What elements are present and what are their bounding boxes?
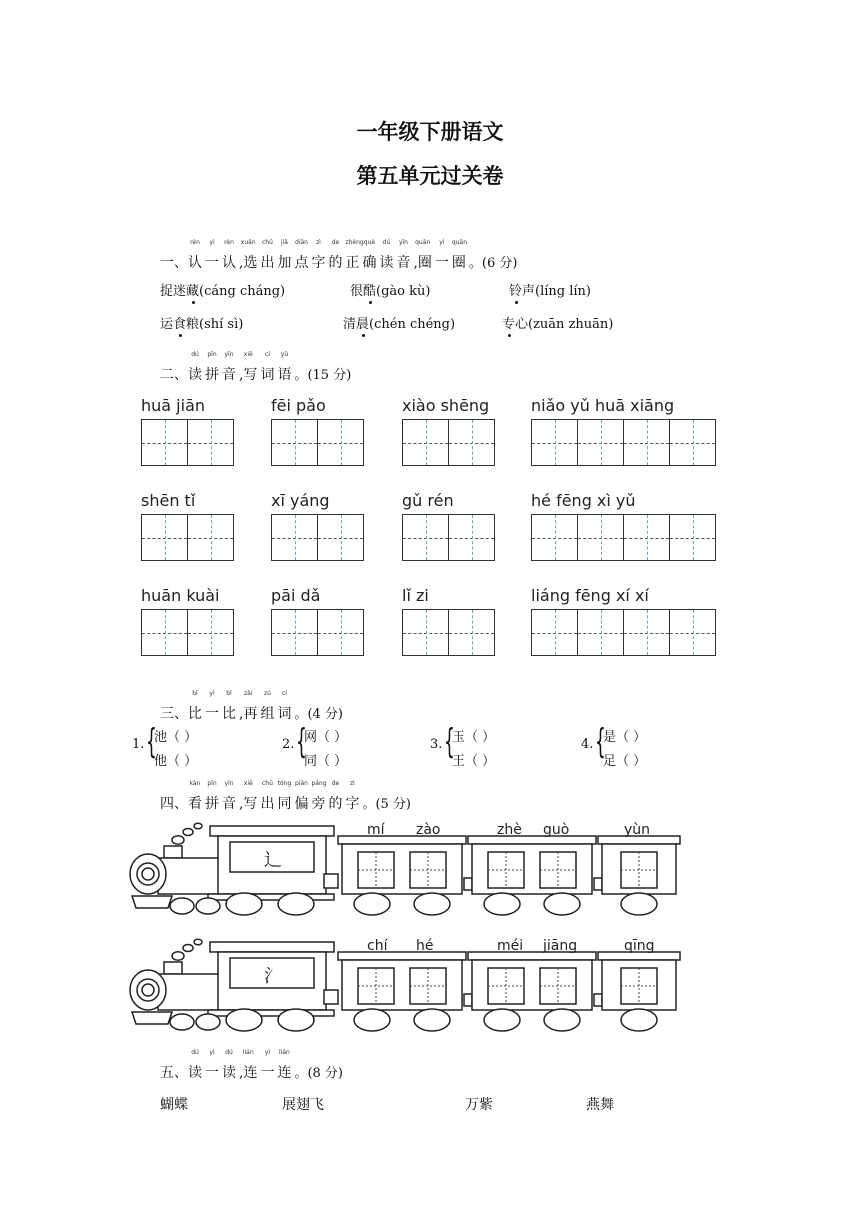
car-roof bbox=[468, 836, 596, 844]
tianzige-grid bbox=[402, 609, 495, 656]
writing-cell[interactable] bbox=[669, 610, 715, 655]
pinyin-writing-group bbox=[402, 586, 495, 656]
q2-heading-pinyin: yīn bbox=[224, 351, 234, 358]
q3-heading-pinyin: bǐ bbox=[192, 690, 198, 697]
writing-cell[interactable] bbox=[623, 610, 669, 655]
car-pinyin: méi bbox=[497, 938, 524, 954]
writing-cell[interactable] bbox=[669, 515, 715, 560]
headlight bbox=[142, 868, 154, 880]
tianzige-grid bbox=[531, 419, 716, 466]
q4-heading-pinyin: de bbox=[331, 780, 340, 787]
tianzige-grid bbox=[141, 609, 234, 656]
q5-heading-pinyin: yì bbox=[209, 1049, 215, 1056]
radical-hint: 辶 bbox=[264, 850, 282, 871]
car-pinyin: hé bbox=[416, 938, 434, 954]
q5-heading-char: dú 读 bbox=[222, 1049, 236, 1081]
smoke-puff bbox=[172, 836, 184, 844]
car-pinyin: chí bbox=[367, 938, 388, 954]
q1-heading-char: dú 读 bbox=[379, 239, 394, 271]
pinyin-writing-group bbox=[141, 491, 234, 561]
coupler bbox=[594, 994, 602, 1006]
q4-heading-char: xiě ,写 bbox=[239, 780, 258, 812]
wheel bbox=[354, 1009, 390, 1031]
q1-option-1: 捉迷藏(cáng cháng) bbox=[160, 284, 286, 299]
tianzige-grid bbox=[531, 609, 716, 656]
writing-cell[interactable] bbox=[142, 610, 187, 655]
car-pinyin: jiāng bbox=[543, 938, 578, 954]
q4-heading-pinyin: tóng bbox=[277, 780, 292, 787]
writing-cell[interactable] bbox=[272, 610, 317, 655]
cow-catcher bbox=[132, 1012, 172, 1024]
q1-heading-pinyin: rèn bbox=[224, 239, 234, 246]
wheel bbox=[196, 1014, 220, 1030]
q1-heading-pinyin: yì bbox=[209, 239, 215, 246]
q4-heading: 四、 kàn 看 pīn 拼 yīn 音 xiě ,写 chū 出 tóng 同 piān 偏 páng 旁 de 的 zì 字 。(5 分) bbox=[160, 780, 412, 812]
q1-option-6: 专心(zuān zhuān) bbox=[502, 317, 614, 332]
q2-heading-char: pīn 拼 bbox=[205, 351, 219, 383]
q1-heading: 一、 rèn 认 yì 一 rèn 认 xuǎn ,选 chū 出 jiā 加 diǎn 点 zì 字 de 的 zhèng 正 què 确 dú 读 yīn 音 quān ,圈 yì 一 quān 圈 。(6 分) bbox=[160, 239, 518, 271]
cow-catcher bbox=[132, 896, 172, 908]
q1-heading-pinyin: què bbox=[363, 239, 376, 246]
paper-subtitle: 第五单元过关卷 bbox=[356, 164, 504, 188]
chimney bbox=[164, 846, 182, 858]
q1-heading-pinyin: diǎn bbox=[294, 239, 308, 246]
coupler bbox=[324, 990, 338, 1004]
tianzige-grid bbox=[271, 514, 364, 561]
q5-item-4[interactable]: 燕舞 bbox=[586, 1097, 614, 1113]
q1-heading-pinyin: xuǎn bbox=[240, 239, 256, 246]
q1-heading-pinyin: de bbox=[331, 239, 340, 246]
wheel bbox=[544, 893, 580, 915]
wheel bbox=[414, 1009, 450, 1031]
wheel bbox=[354, 893, 390, 915]
car-pinyin: guò bbox=[543, 822, 570, 838]
q5-heading-pinyin: dú bbox=[191, 1049, 199, 1056]
pinyin-prompt: shēn tǐ bbox=[141, 491, 196, 510]
writing-cell[interactable] bbox=[577, 610, 623, 655]
writing-cell[interactable] bbox=[142, 420, 187, 465]
q4-heading-pinyin: chū bbox=[262, 780, 273, 787]
q2-heading-pinyin: dú bbox=[191, 351, 199, 358]
writing-cell[interactable] bbox=[403, 420, 448, 465]
wheel bbox=[170, 898, 194, 914]
q2-heading-pinyin: xiě bbox=[243, 351, 253, 358]
q4-heading-char: páng 旁 bbox=[311, 780, 327, 812]
q2-heading-char: dú 读 bbox=[188, 351, 202, 383]
q4-heading-pinyin: páng bbox=[311, 780, 327, 787]
q1-heading-pinyin: yīn bbox=[398, 239, 408, 246]
q3-heading-char: zǔ 组 bbox=[260, 690, 275, 722]
locomotive-boiler bbox=[158, 858, 220, 894]
writing-cell[interactable] bbox=[623, 515, 669, 560]
car-pinyin: qīng bbox=[624, 938, 655, 954]
q1-heading-char: zì 字 bbox=[311, 239, 326, 271]
writing-cell[interactable] bbox=[577, 420, 623, 465]
pinyin-writing-group bbox=[271, 491, 364, 561]
coupler bbox=[594, 878, 602, 890]
smoke-puff bbox=[194, 939, 202, 945]
pinyin-writing-group bbox=[531, 491, 716, 561]
q1-heading-pinyin: quān bbox=[415, 239, 431, 246]
pinyin-prompt: pāi dǎ bbox=[271, 586, 321, 605]
q4-heading-char: tóng 同 bbox=[277, 780, 292, 812]
q1-heading-char: quān 圈 bbox=[451, 239, 467, 271]
pinyin-prompt: xī yáng bbox=[271, 491, 330, 510]
q1-heading-char: yīn 音 bbox=[396, 239, 411, 271]
writing-cell[interactable] bbox=[577, 515, 623, 560]
q4-heading-char: yīn 音 bbox=[222, 780, 236, 812]
q1-heading-pinyin: yì bbox=[439, 239, 445, 246]
q1-heading-pinyin: chū bbox=[262, 239, 273, 246]
q5-heading-char: lián 连 bbox=[277, 1049, 292, 1081]
q5-heading-char: lián ,连 bbox=[239, 1049, 258, 1081]
wheel bbox=[414, 893, 450, 915]
q4-heading-pinyin: pīn bbox=[207, 780, 217, 787]
car-pinyin: zhè bbox=[497, 822, 522, 838]
q5-heading-pinyin: lián bbox=[279, 1049, 290, 1056]
writing-cell[interactable] bbox=[187, 515, 233, 560]
tianzige-grid bbox=[271, 609, 364, 656]
tianzige-grid bbox=[271, 419, 364, 466]
cab-roof bbox=[210, 942, 334, 952]
q3-heading-char: cí 词 bbox=[277, 690, 292, 722]
q2-heading-char: xiě ,写 bbox=[239, 351, 258, 383]
tianzige-grid bbox=[141, 419, 234, 466]
pinyin-writing-group bbox=[402, 396, 495, 466]
wheel bbox=[621, 893, 657, 915]
q5-item-2[interactable]: 展翅飞 bbox=[282, 1097, 324, 1113]
tianzige-grid bbox=[531, 514, 716, 561]
q1-heading-char: yì 一 bbox=[205, 239, 219, 271]
pinyin-writing-group bbox=[531, 396, 716, 466]
q1-heading-pinyin: zhèng bbox=[345, 239, 364, 246]
q1-option-3: 铃声(líng lín) bbox=[509, 284, 591, 299]
smoke-puff bbox=[194, 823, 202, 829]
q1-heading-char: diǎn 点 bbox=[294, 239, 309, 271]
q3-heading-pinyin: cí bbox=[281, 690, 287, 697]
radical-hint: 氵 bbox=[264, 966, 282, 987]
q1-heading-char: quān ,圈 bbox=[413, 239, 432, 271]
paper-title: 一年级下册语文 bbox=[356, 120, 504, 144]
q1-heading-char: rèn 认 bbox=[222, 239, 236, 271]
train-illustration bbox=[128, 822, 688, 922]
wheel bbox=[544, 1009, 580, 1031]
car-pinyin: yùn bbox=[624, 822, 651, 838]
q1-heading-pinyin: quān bbox=[451, 239, 467, 246]
wheel bbox=[170, 1014, 194, 1030]
q4-heading-pinyin: yīn bbox=[224, 780, 234, 787]
q5-heading-pinyin: lián bbox=[242, 1049, 254, 1056]
pinyin-prompt: xiào shēng bbox=[402, 396, 490, 415]
tianzige-grid bbox=[141, 514, 234, 561]
pinyin-writing-group bbox=[402, 491, 495, 561]
q4-heading-char: zì 字 bbox=[345, 780, 360, 812]
q2-heading-pinyin: yǔ bbox=[280, 351, 289, 358]
q5-heading-pinyin: dú bbox=[225, 1049, 233, 1056]
cab-roof bbox=[210, 826, 334, 836]
q3-heading: 三、 bǐ 比 yì 一 bǐ 比 zài ,再 zǔ 组 cí 词 。(4 分) bbox=[160, 690, 344, 722]
writing-cell[interactable] bbox=[187, 610, 233, 655]
pinyin-prompt: gǔ rén bbox=[402, 491, 454, 510]
writing-cell[interactable] bbox=[317, 515, 363, 560]
q1-heading-char: de 的 bbox=[328, 239, 343, 271]
q1-option-2: 很酷(gào kù) bbox=[350, 284, 431, 299]
chimney bbox=[164, 962, 182, 974]
q5-heading-char: yì 一 bbox=[260, 1049, 275, 1081]
headlight bbox=[142, 984, 154, 996]
wheel bbox=[621, 1009, 657, 1031]
wheel bbox=[484, 1009, 520, 1031]
q5-item-1[interactable]: 蝴蝶 bbox=[160, 1097, 188, 1113]
wheel bbox=[278, 1009, 314, 1031]
q2-heading-char: cí 词 bbox=[260, 351, 275, 383]
q4-heading-pinyin: xiě bbox=[243, 780, 253, 787]
q2-heading: 二、 dú 读 pīn 拼 yīn 音 xiě ,写 cí 词 yǔ 语 。(15 分) bbox=[160, 351, 352, 383]
wheel bbox=[226, 1009, 262, 1031]
writing-cell[interactable] bbox=[532, 610, 577, 655]
writing-cell[interactable] bbox=[272, 515, 317, 560]
writing-cell[interactable] bbox=[317, 420, 363, 465]
q1-heading-char: xuǎn ,选 bbox=[239, 239, 258, 271]
q2-heading-pinyin: pīn bbox=[207, 351, 217, 358]
writing-cell[interactable] bbox=[272, 420, 317, 465]
car-pinyin: zào bbox=[416, 822, 441, 838]
q4-heading-pinyin: zì bbox=[350, 780, 355, 787]
pinyin-prompt: lǐ zi bbox=[402, 586, 429, 605]
writing-cell[interactable] bbox=[623, 420, 669, 465]
writing-cell[interactable] bbox=[403, 610, 448, 655]
q3-heading-pinyin: bǐ bbox=[226, 690, 232, 697]
writing-cell[interactable] bbox=[187, 420, 233, 465]
smoke-puff bbox=[183, 945, 193, 952]
pinyin-writing-group bbox=[271, 586, 364, 656]
q1-heading-char: yì 一 bbox=[434, 239, 449, 271]
smoke-puff bbox=[183, 829, 193, 836]
writing-cell[interactable] bbox=[669, 420, 715, 465]
q1-option-4: 运食粮(shí sì) bbox=[160, 317, 244, 332]
q2-heading-char: yǔ 语 bbox=[277, 351, 292, 383]
pinyin-prompt: huā jiān bbox=[141, 396, 206, 415]
q4-heading-char: piān 偏 bbox=[294, 780, 309, 812]
q1-heading-char: zhèng 正 bbox=[345, 239, 364, 271]
q3-heading-char: bǐ 比 bbox=[222, 690, 236, 722]
pinyin-prompt: huān kuài bbox=[141, 586, 220, 605]
q5-heading-pinyin: yì bbox=[264, 1049, 271, 1056]
coupler bbox=[464, 994, 472, 1006]
q4-heading-char: de 的 bbox=[328, 780, 343, 812]
car-roof bbox=[338, 836, 466, 844]
q3-heading-pinyin: zǔ bbox=[263, 690, 271, 697]
wheel bbox=[278, 893, 314, 915]
pinyin-writing-group bbox=[271, 396, 364, 466]
q4-heading-pinyin: kàn bbox=[189, 780, 201, 787]
wheel bbox=[226, 893, 262, 915]
smoke-puff bbox=[172, 952, 184, 960]
q1-heading-pinyin: rèn bbox=[190, 239, 200, 246]
q1-heading-char: rèn 认 bbox=[188, 239, 202, 271]
q5-heading-char: yì 一 bbox=[205, 1049, 219, 1081]
tianzige-grid bbox=[402, 419, 495, 466]
q5-heading-char: dú 读 bbox=[188, 1049, 202, 1081]
locomotive-boiler bbox=[158, 974, 220, 1010]
writing-cell[interactable] bbox=[448, 515, 494, 560]
pinyin-prompt: fēi pǎo bbox=[271, 396, 326, 415]
writing-cell[interactable] bbox=[142, 515, 187, 560]
q1-option-5: 清晨(chén chéng) bbox=[343, 317, 456, 332]
writing-cell[interactable] bbox=[532, 420, 577, 465]
q1-heading-char: jiā 加 bbox=[277, 239, 292, 271]
pinyin-prompt: niǎo yǔ huā xiāng bbox=[531, 396, 675, 415]
pinyin-writing-group bbox=[141, 396, 234, 466]
writing-cell[interactable] bbox=[532, 515, 577, 560]
q3-heading-char: yì 一 bbox=[205, 690, 219, 722]
q1-heading-pinyin: dú bbox=[382, 239, 391, 246]
q5-heading: 五、 dú 读 yì 一 dú 读 lián ,连 yì 一 lián 连 。(8 分) bbox=[160, 1049, 344, 1081]
q3-heading-pinyin: yì bbox=[209, 690, 215, 697]
wheel bbox=[484, 893, 520, 915]
q2-heading-char: yīn 音 bbox=[222, 351, 236, 383]
car-roof bbox=[338, 952, 466, 960]
q3-heading-pinyin: zài bbox=[243, 690, 253, 697]
train-illustration bbox=[128, 938, 688, 1038]
q4-heading-pinyin: piān bbox=[294, 780, 308, 787]
q1-heading-char: chū 出 bbox=[260, 239, 275, 271]
q4-heading-char: pīn 拼 bbox=[205, 780, 219, 812]
q3-heading-char: zài ,再 bbox=[239, 690, 258, 722]
writing-cell[interactable] bbox=[448, 610, 494, 655]
q4-heading-char: kàn 看 bbox=[188, 780, 202, 812]
q3-heading-char: bǐ 比 bbox=[188, 690, 202, 722]
pinyin-prompt: hé fēng xì yǔ bbox=[531, 491, 636, 510]
q1-heading-pinyin: zì bbox=[316, 239, 321, 246]
q4-heading-char: chū 出 bbox=[260, 780, 275, 812]
q1-heading-char: què 确 bbox=[362, 239, 377, 271]
writing-cell[interactable] bbox=[448, 420, 494, 465]
coupler bbox=[464, 878, 472, 890]
q1-heading-pinyin: jiā bbox=[280, 239, 288, 246]
wheel bbox=[196, 898, 220, 914]
q2-heading-pinyin: cí bbox=[264, 351, 270, 358]
q5-item-3[interactable]: 万紫 bbox=[465, 1097, 493, 1113]
car-pinyin: mí bbox=[367, 822, 385, 838]
pinyin-prompt: liáng fēng xí xí bbox=[531, 586, 649, 605]
pinyin-writing-group bbox=[531, 586, 716, 656]
writing-cell[interactable] bbox=[317, 610, 363, 655]
coupler bbox=[324, 874, 338, 888]
writing-cell[interactable] bbox=[403, 515, 448, 560]
tianzige-grid bbox=[402, 514, 495, 561]
pinyin-writing-group bbox=[141, 586, 234, 656]
